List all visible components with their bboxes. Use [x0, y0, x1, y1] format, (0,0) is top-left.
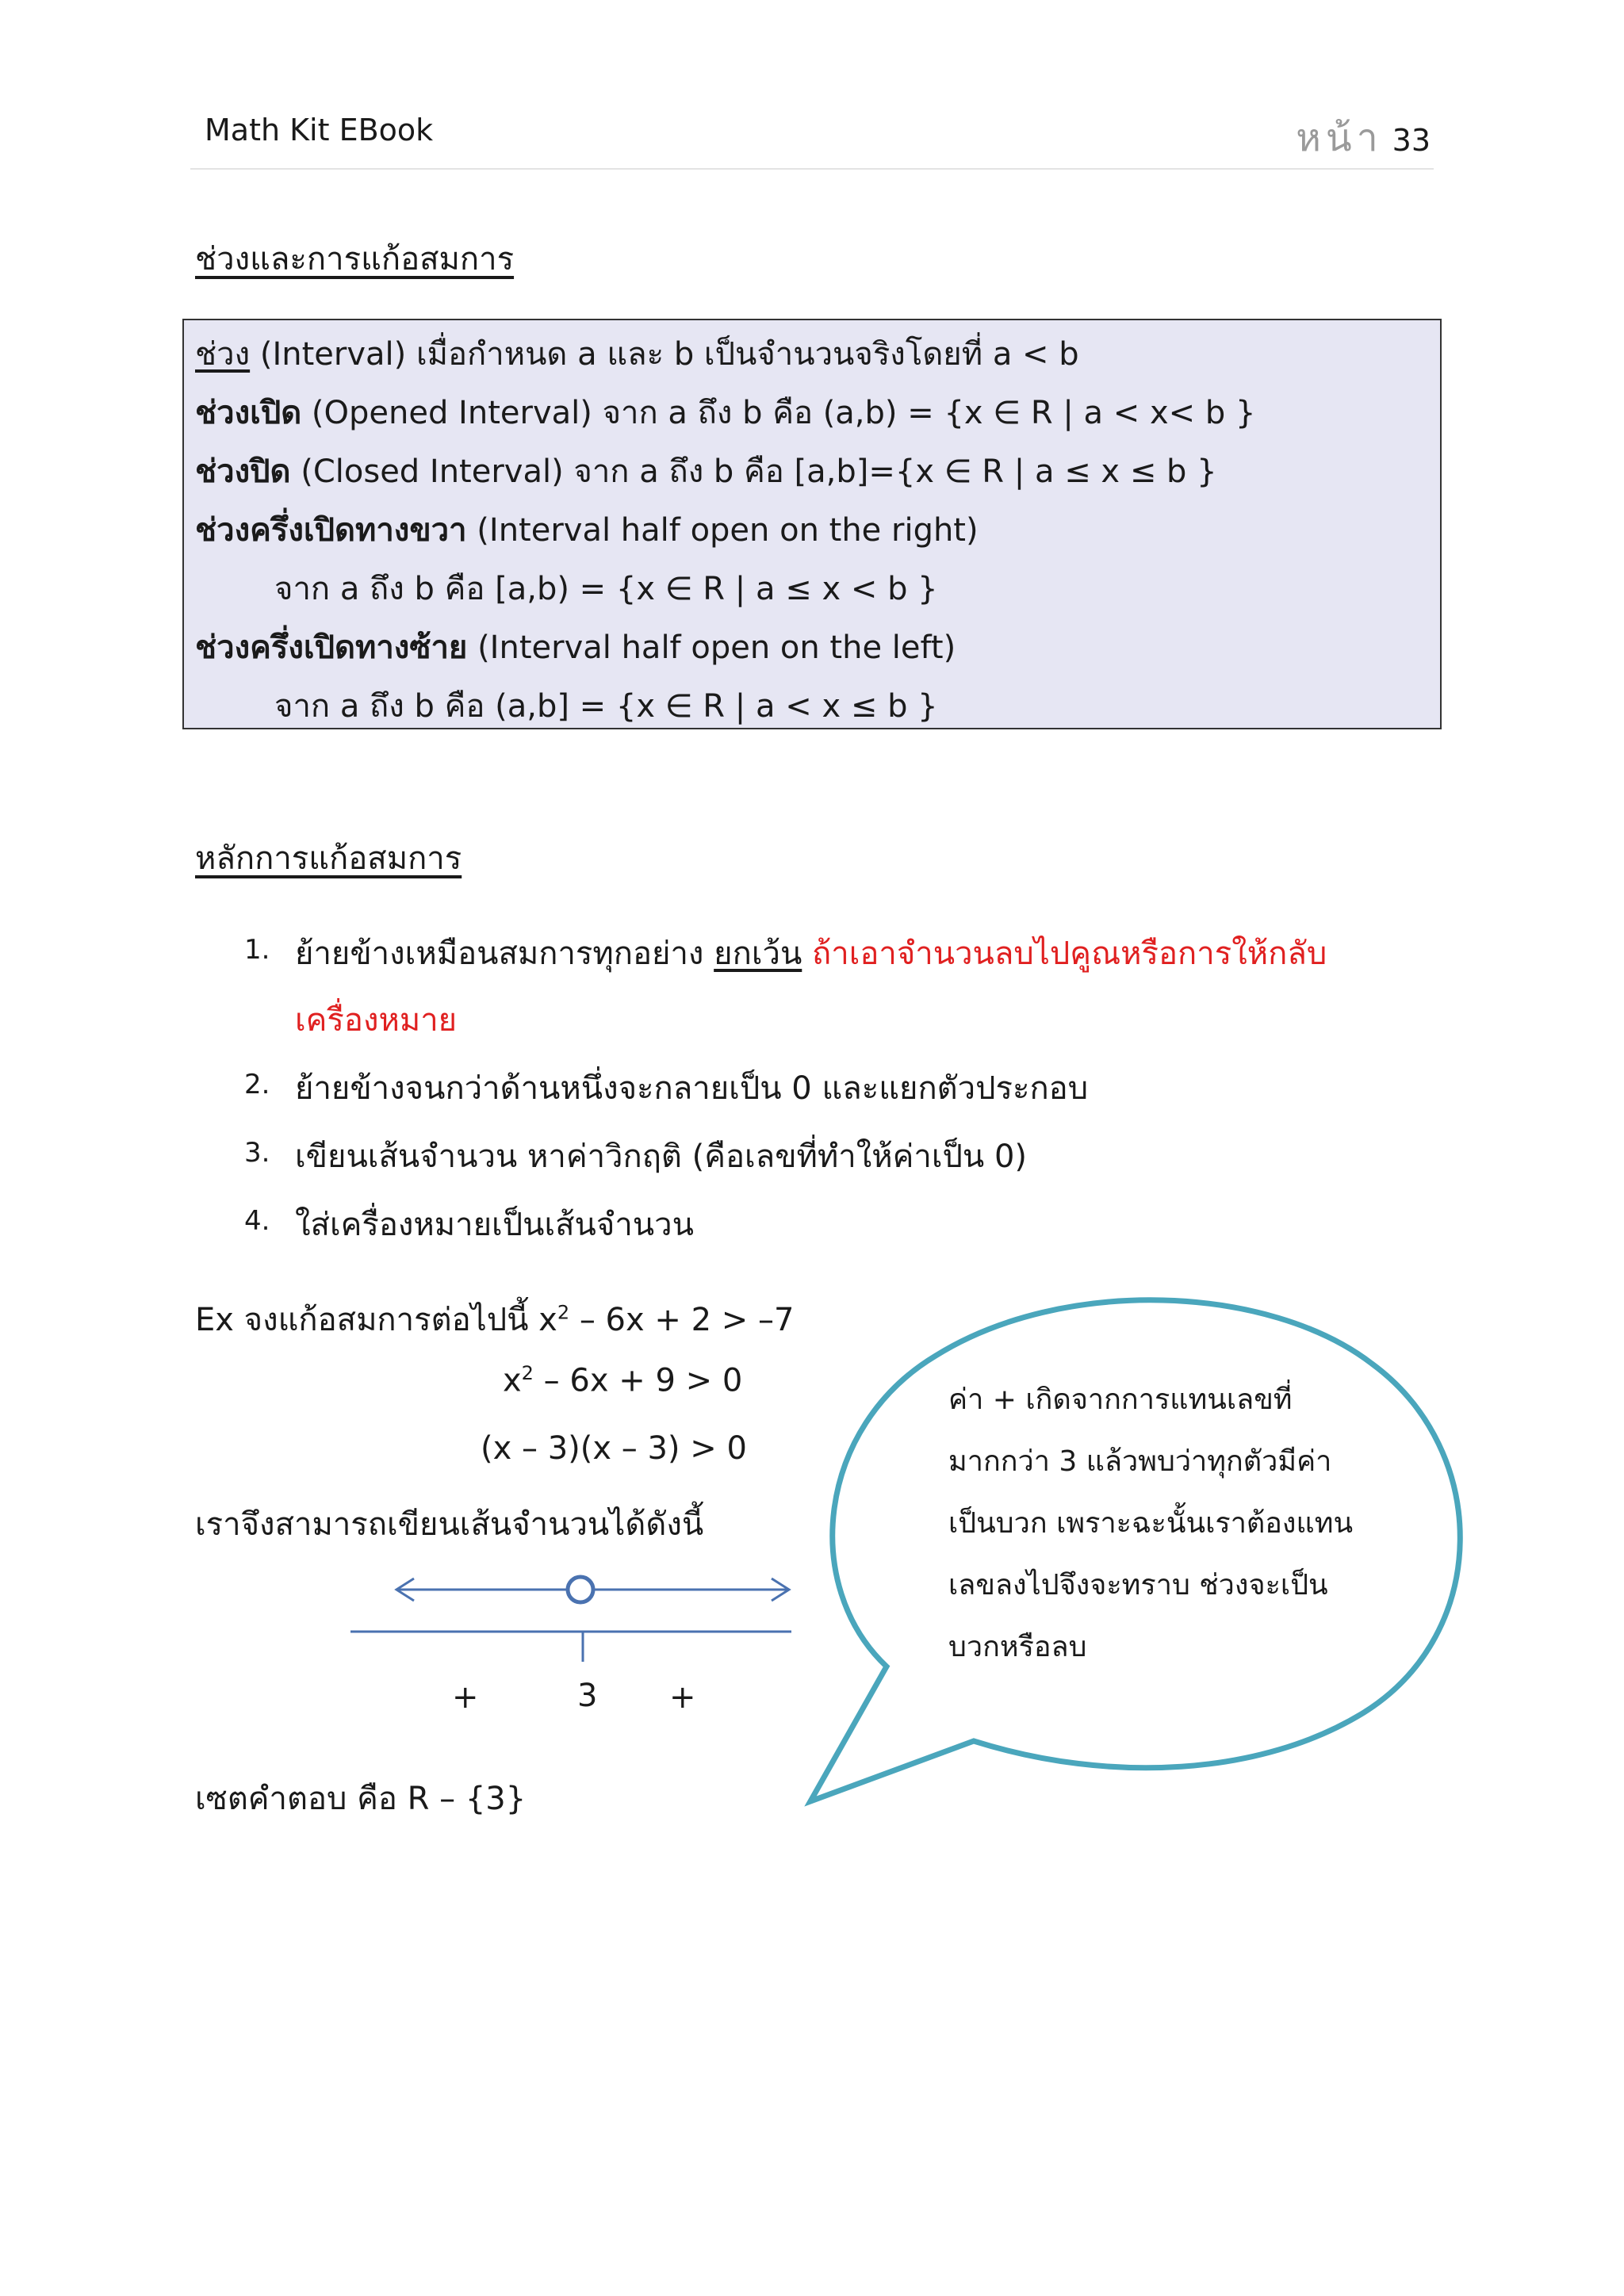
except-word: ยกเว้น	[714, 936, 802, 972]
list-item-1	[295, 928, 1327, 978]
section-title-intervals: ช่วงและการแก้อสมการ	[195, 241, 515, 277]
definition-text: (Closed Interval) จาก a ถึง b คือ [a,b]={x ∈ R | a ≤ x ≤ b }	[290, 453, 1217, 490]
critical-value-label: 3	[577, 1678, 598, 1714]
definition-half-open-left	[195, 622, 956, 672]
step-text: – 6x + 9 > 0	[533, 1362, 743, 1399]
example-prompt-text: Ex จงแก้อสมการต่อไปนี้ x	[195, 1302, 557, 1338]
warning-text: ถ้าเอาจำนวนลบไปคูณหรือการให้กลับ	[802, 936, 1327, 972]
list-number: 1.	[244, 934, 270, 966]
definition-half-open-left-formula: จาก a ถึง b คือ (a,b] = {x ∈ R | a < x ≤ b }	[274, 688, 938, 725]
list-number: 2.	[244, 1069, 270, 1100]
callout-line-3: เป็นบวก เพราะฉะนั้นเราต้องแทน	[948, 1507, 1354, 1540]
page-number: 33	[1392, 123, 1431, 158]
exponent: 2	[557, 1301, 570, 1324]
definition-open-interval	[195, 387, 1255, 438]
example-prompt	[195, 1294, 794, 1345]
example-step-1	[503, 1362, 742, 1399]
definition-interval	[195, 328, 1079, 379]
sign-left: +	[452, 1679, 479, 1716]
list-item-2: ย้ายข้างจนกว่าด้านหนึ่งจะกลายเป็น 0 และแยกตัวประกอบ	[295, 1070, 1089, 1107]
callout-line-1: ค่า + เกิดจากการแทนเลขที่	[948, 1383, 1293, 1416]
section-title-solving: หลักการแก้อสมการ	[195, 840, 462, 877]
list-number: 4.	[244, 1205, 270, 1237]
definition-half-open-right	[195, 504, 979, 555]
definition-text: (Interval half open on the left)	[467, 629, 956, 666]
list-item-text: ย้ายข้างเหมือนสมการทุกอย่าง	[295, 936, 714, 972]
open-circle-marker	[568, 1577, 593, 1602]
step-text: x	[503, 1362, 522, 1399]
term-open-interval: ช่วงเปิด	[195, 395, 302, 431]
page-indicator	[1296, 108, 1431, 168]
answer-set: เซตคำตอบ คือ R – {3}	[195, 1781, 527, 1817]
term-closed-interval: ช่วงปิด	[195, 453, 291, 490]
definition-closed-interval	[195, 446, 1217, 496]
callout-line-5: บวกหรือลบ	[948, 1631, 1087, 1663]
number-line-diagram	[341, 1562, 801, 1705]
list-number: 3.	[244, 1137, 270, 1169]
example-step-2: (x – 3)(x – 3) > 0	[481, 1430, 747, 1467]
definition-text: (Interval half open on the right)	[466, 512, 979, 549]
list-item-4: ใส่เครื่องหมายเป็นเส้นจำนวน	[295, 1207, 694, 1243]
term-half-open-left: ช่วงครึ่งเปิดทางซ้าย	[195, 629, 468, 666]
numberline-intro: เราจึงสามารถเขียนเส้นจำนวนได้ดังนี้	[195, 1506, 704, 1543]
exponent: 2	[521, 1362, 534, 1384]
example-prompt-rest: – 6x + 2 > –7	[569, 1302, 795, 1338]
header-divider	[190, 168, 1434, 170]
callout-line-4: เลขลงไปจึงจะทราบ ช่วงจะเป็น	[948, 1569, 1328, 1601]
definition-half-open-right-formula: จาก a ถึง b คือ [a,b) = {x ∈ R | a ≤ x < b }	[274, 571, 938, 607]
header-title: Math Kit EBook	[205, 113, 434, 147]
list-item-3: เขียนเส้นจำนวน หาค่าวิกฤติ (คือเลขที่ทำให้ค่าเป็น 0)	[295, 1138, 1028, 1175]
sign-right: +	[669, 1679, 696, 1716]
definition-text: (Interval) เมื่อกำหนด a และ b เป็นจำนวนจริงโดยที่ a < b	[250, 336, 1079, 373]
callout-line-2: มากกว่า 3 แล้วพบว่าทุกตัวมีค่า	[948, 1445, 1332, 1478]
page-word: หน้า	[1296, 116, 1383, 160]
definition-text: (Opened Interval) จาก a ถึง b คือ (a,b) = {x ∈ R | a < x< b }	[301, 395, 1256, 431]
list-item-1-continued: เครื่องหมาย	[295, 1002, 458, 1039]
term-interval: ช่วง	[195, 336, 251, 373]
term-half-open-right: ช่วงครึ่งเปิดทางขวา	[195, 512, 467, 549]
